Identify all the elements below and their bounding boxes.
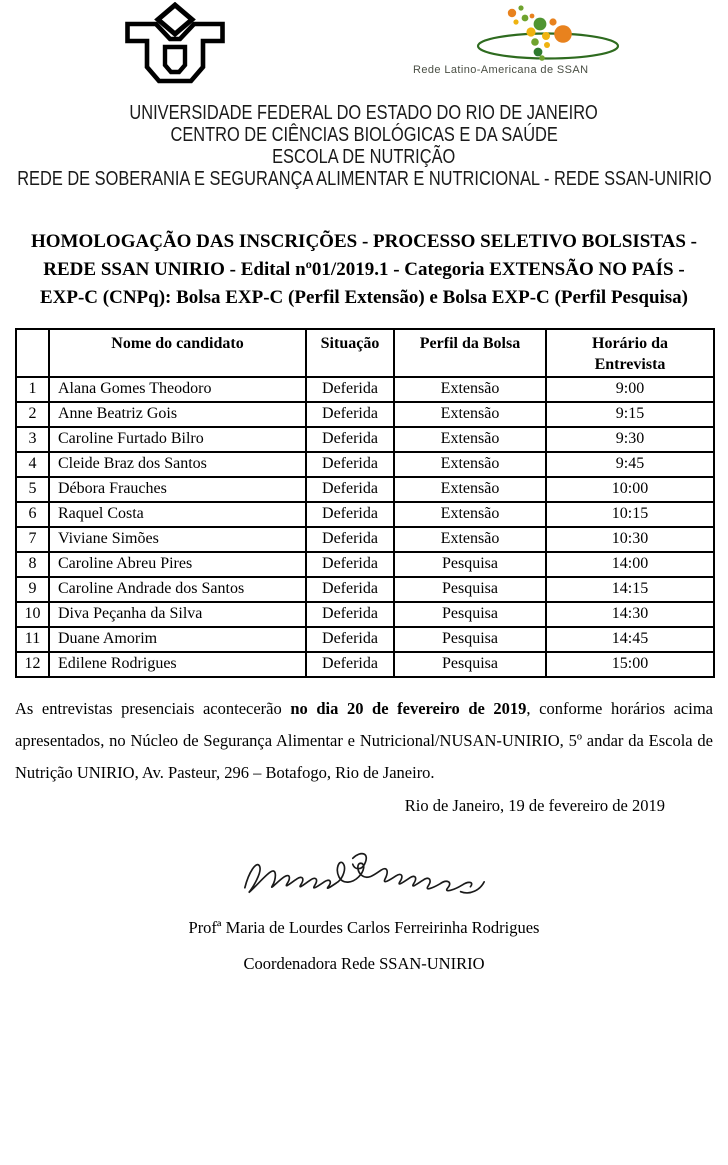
table-row [16, 452, 714, 477]
signer-role: Coordenadora Rede SSAN-UNIRIO [243, 954, 485, 973]
table-row [16, 477, 714, 502]
cell-profile: Extensão [394, 477, 546, 502]
cell-time: 9:15 [546, 402, 714, 427]
table-row [16, 427, 714, 452]
cell-profile: Pesquisa [394, 602, 546, 627]
title-line: REDE SSAN UNIRIO - Edital nº01/2019.1 - Categoria EXTENSÃO NO PAÍS - [43, 259, 685, 280]
cell-status: Deferida [306, 602, 394, 627]
candidates-tbody [16, 377, 714, 677]
cell-status: Deferida [306, 502, 394, 527]
title-line: HOMOLOGAÇÃO DAS INSCRIÇÕES - PROCESSO SELETIVO BOLSISTAS - [30, 231, 697, 252]
table-row [16, 402, 714, 427]
cell-status: Deferida [306, 627, 394, 652]
cell-name: Diva Peçanha da Silva [49, 602, 306, 627]
cell-num: 3 [16, 427, 49, 452]
cell-profile: Extensão [394, 452, 546, 477]
cell-time: 14:00 [546, 552, 714, 577]
cell-name: Caroline Furtado Bilro [49, 427, 306, 452]
cell-time: 14:45 [546, 627, 714, 652]
cell-status: Deferida [306, 452, 394, 477]
cell-num: 10 [16, 602, 49, 627]
cell-time: 9:00 [546, 377, 714, 402]
institution-line [0, 124, 728, 146]
cell-profile: Pesquisa [394, 552, 546, 577]
cell-time: 15:00 [546, 652, 714, 677]
candidates-table [15, 328, 715, 678]
table-row [16, 577, 714, 602]
cell-name: Anne Beatriz Gois [49, 402, 306, 427]
cell-time: 10:00 [546, 477, 714, 502]
handwritten-signature-icon [237, 836, 492, 914]
col-header-name: Nome do candidato [49, 329, 306, 377]
cell-time: 14:30 [546, 602, 714, 627]
table-row [16, 602, 714, 627]
document-header [0, 0, 728, 96]
institution-line [0, 146, 728, 168]
cell-status: Deferida [306, 377, 394, 402]
table-row [16, 377, 714, 402]
table-row [16, 502, 714, 527]
cell-profile: Extensão [394, 527, 546, 552]
cell-time: 9:45 [546, 452, 714, 477]
col-header-time: Horário da Entrevista [546, 329, 714, 377]
unirio-logo-icon [125, 2, 225, 86]
cell-time: 9:30 [546, 427, 714, 452]
cell-num: 1 [16, 377, 49, 402]
interview-paragraph [15, 693, 713, 789]
cell-status: Deferida [306, 527, 394, 552]
cell-num: 12 [16, 652, 49, 677]
cell-time: 10:15 [546, 502, 714, 527]
table-row [16, 527, 714, 552]
signer-name: Profª Maria de Lourdes Carlos Ferreirinha Rodrigues [188, 918, 540, 937]
cell-profile: Extensão [394, 502, 546, 527]
cell-time: 14:15 [546, 577, 714, 602]
institution-line-text: CENTRO DE CIÊNCIAS BIOLÓGICAS E DA SAÚDE [170, 124, 558, 146]
cell-num: 5 [16, 477, 49, 502]
institution-line [0, 168, 728, 190]
table-head [16, 329, 714, 377]
cell-num: 2 [16, 402, 49, 427]
cell-name: Débora Frauches [49, 477, 306, 502]
institution-name-block [0, 102, 728, 190]
table-row [16, 552, 714, 577]
signature-block [0, 836, 728, 974]
cell-num: 7 [16, 527, 49, 552]
cell-profile: Pesquisa [394, 577, 546, 602]
cell-name: Caroline Abreu Pires [49, 552, 306, 577]
col-header-status: Situação [306, 329, 394, 377]
cell-name: Alana Gomes Theodoro [49, 377, 306, 402]
cell-status: Deferida [306, 477, 394, 502]
cell-profile: Extensão [394, 402, 546, 427]
paragraph-text-end: , conforme horários acima apresentados, no Núcleo de Segurança Alimentar e Nutricional/NUSAN-UNIRIO, 5º andar da Escola de Nutrição UNIRIO, Av. Pasteur, 296 – Botafogo, Rio de Janeiro. [15, 699, 713, 782]
cell-profile: Pesquisa [394, 627, 546, 652]
cell-num: 4 [16, 452, 49, 477]
title-line: EXP-C (CNPq): Bolsa EXP-C (Perfil Extensão) e Bolsa EXP-C (Perfil Pesquisa) [39, 287, 689, 308]
cell-status: Deferida [306, 402, 394, 427]
cell-status: Deferida [306, 427, 394, 452]
institution-line-text: REDE DE SOBERANIA E SEGURANÇA ALIMENTAR E NUTRICIONAL - REDE SSAN-UNIRIO [16, 168, 712, 190]
cell-num: 9 [16, 577, 49, 602]
interview-date-bold: no dia 20 de fevereiro de 2019 [290, 699, 527, 718]
cell-name: Caroline Andrade dos Santos [49, 577, 306, 602]
cell-status: Deferida [306, 552, 394, 577]
cell-name: Viviane Simões [49, 527, 306, 552]
date-line: Rio de Janeiro, 19 de fevereiro de 2019 [404, 796, 665, 815]
header-row [16, 329, 714, 377]
cell-name: Edilene Rodrigues [49, 652, 306, 677]
table-row [16, 627, 714, 652]
institution-line-text: ESCOLA DE NUTRIÇÃO [272, 146, 456, 168]
cell-name: Duane Amorim [49, 627, 306, 652]
cell-name: Cleide Braz dos Santos [49, 452, 306, 477]
institution-line-text: UNIVERSIDADE FEDERAL DO ESTADO DO RIO DE JANEIRO [129, 102, 599, 124]
institution-line [0, 102, 728, 124]
cell-num: 11 [16, 627, 49, 652]
cell-profile: Pesquisa [394, 652, 546, 677]
col-header-number [16, 329, 49, 377]
col-header-profile: Perfil da Bolsa [394, 329, 546, 377]
cell-status: Deferida [306, 652, 394, 677]
ssan-logo-caption: Rede Latino-Americana de SSAN [413, 64, 589, 76]
cell-num: 8 [16, 552, 49, 577]
page-title [0, 228, 728, 312]
cell-num: 6 [16, 502, 49, 527]
latin-america-dots-icon [468, 3, 628, 61]
cell-profile: Extensão [394, 377, 546, 402]
cell-name: Raquel Costa [49, 502, 306, 527]
cell-time: 10:30 [546, 527, 714, 552]
paragraph-text-start: As entrevistas presenciais acontecerão [15, 699, 291, 718]
table-row [16, 652, 714, 677]
cell-profile: Extensão [394, 427, 546, 452]
cell-status: Deferida [306, 577, 394, 602]
